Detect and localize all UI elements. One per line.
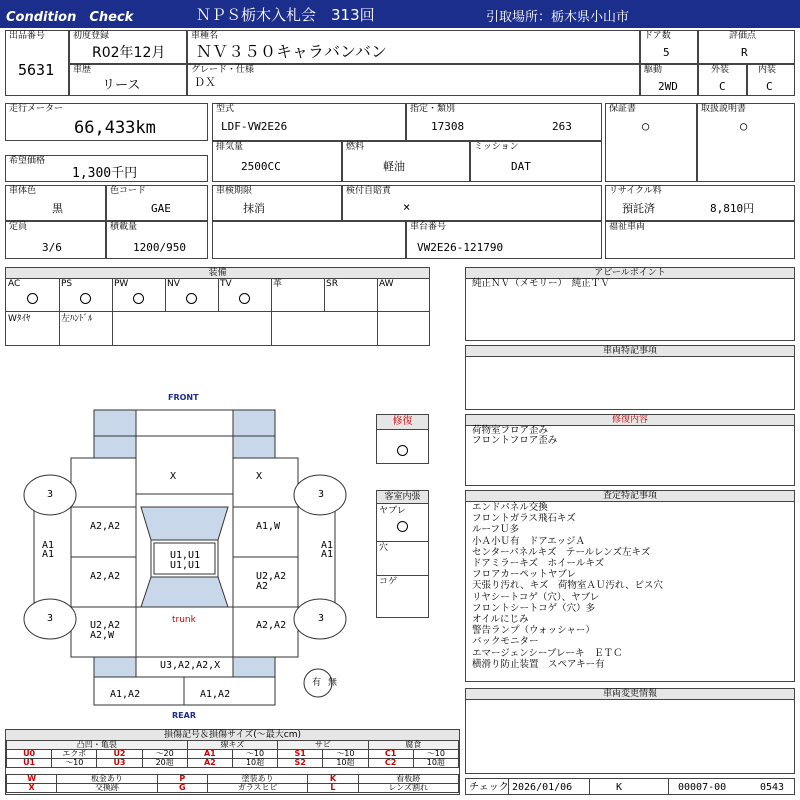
legend-cell: U1 [7,759,52,768]
cabin-hole-label: 穴 [379,543,389,553]
doors-label: ドア数 [644,31,671,41]
footer-bar [465,778,795,795]
inspection-label: 車検期限 [216,186,253,196]
equip-wtire-label: Wﾀｲﾔ [8,314,31,324]
inspection-note-line: 横滑り防止装置 スペアキー有 [472,658,605,670]
legend-cell: 看板跡 [358,775,458,784]
appeal-header: アピールポイント [466,268,794,279]
designation-label: 指定・類別 [410,104,456,114]
change-info-box [465,688,795,774]
color-code: GAE [151,202,171,215]
mark-mirror-right-2: A1 [321,549,334,560]
repair-box-circle [397,445,408,456]
grade: ＤＸ [194,76,216,89]
legend-cell: 10超 [413,759,458,768]
spare-tire-text: 無 [328,678,338,688]
warranty: ○ [642,119,650,133]
mark-hood-left: X [170,471,177,482]
equip-ps-label: PS [61,279,73,289]
checker: K [616,782,623,793]
car-name: ＮＶ３５０キャラバンバン [196,42,387,61]
chassis: VW2E26-121790 [417,241,504,254]
mark-hood-right: X [256,471,263,482]
inspection-note-line: 天張り汚れ、キズ 荷物室ＡＵ汚れ、ビス穴 [472,580,663,592]
tire-rear-right: 3 [318,613,325,624]
mark-bumper-right: A1,A2 [200,689,231,700]
appeal-text: 純正ＮＶ（メモリー） 純正ＴＶ [472,278,610,289]
mark-rear-left-1: U2,A2 [90,620,121,631]
fuel-cell [342,141,470,182]
interior-cell [747,64,795,96]
displacement-cell [212,141,342,182]
check-date: 2026/01/06 [512,782,573,793]
recycle-status: 預託済 [622,202,655,215]
inspection-note-line: リヤシートコゲ（穴）、ヤブレ [472,591,600,603]
footer-code: 00007-00 [678,782,727,793]
mark-door-right-2: A2 [256,581,269,592]
mark-bumper-left: A1,A2 [110,689,141,700]
inspection-note-line: センターパネルキズ テールレンズ左キズ [472,546,651,558]
special-notes-header: 車両特記事項 [466,346,794,357]
mark-back-door: U3,A2,A2,X [160,660,221,671]
spare-tire-mark: 有 [312,678,322,688]
equip-pw-circle [133,293,144,304]
inspection-notes-box [465,490,795,682]
legend-cell: 〜20 [142,750,187,759]
equipment-header: 装備 [6,268,429,279]
legend-cell: C1 [368,750,413,759]
equip-nv-circle [186,293,197,304]
tire-front-right: 3 [318,489,325,500]
legend-cell: 塗装あり [207,775,307,784]
legend-cell: A2 [187,759,232,768]
cabin-tear-label: ヤブレ [379,506,406,516]
recycle-fee: 8,810円 [710,202,755,215]
legend-group-3: 腐食 [368,741,459,750]
transmission: DAT [511,160,531,173]
exterior: C [719,80,726,93]
mileage-label: 走行メーター [9,104,64,114]
lot-number: 5631 [18,61,55,79]
history-cell [69,64,187,96]
equip-ps-circle [80,293,91,304]
inspection: 抹消 [243,202,265,215]
repair-content-box [465,414,795,486]
manual-cell [697,103,795,182]
legend-group-0: 凸凹・亀裂 [7,741,188,750]
mark-fender-left: A2,A2 [90,521,121,532]
fuel-label: 燃料 [346,142,365,152]
car-name-label: 車種名 [191,31,219,41]
doors: 5 [663,46,670,59]
drive: 2WD [658,80,678,93]
transmission-label: ミッション [474,142,519,152]
load-cell [106,221,208,259]
inspection-note-line: オイルにじみ [472,614,529,625]
legend-cell: L [308,784,358,793]
equip-lefthandle-label: 左ﾊﾝﾄﾞﾙ [61,314,93,324]
legend-cell: W [7,775,57,784]
appeal-box [465,267,795,341]
cabin-header: 客室内張 [377,491,428,504]
color-code-cell [106,185,208,221]
chassis-cell [406,221,602,259]
displacement: 2500CC [241,160,281,173]
warranty-label: 保証書 [609,104,637,114]
tire-rear-left: 3 [47,613,54,624]
first-reg: R02年12月 [92,45,166,61]
legend-cell: P [157,775,207,784]
repair-content-line: フロントフロア歪み [472,435,558,446]
exterior-label: 外装 [711,65,730,75]
front-label: FRONT [168,393,199,402]
load-label: 積載量 [110,222,138,232]
grade-cell [187,64,640,96]
welfare-label: 福祉車両 [609,222,646,232]
mark-roof-2: U1,U1 [170,560,201,571]
legend-header: 損傷記号＆損傷サイズ(〜最大cm) [6,730,459,741]
first-reg-cell [69,30,187,64]
cabin-box [376,490,429,618]
equip-pw-label: PW [114,279,129,289]
capacity: 3/6 [42,241,62,254]
inspection-note-line: フロントガラス飛石キズ [472,513,576,525]
legend-cell: 10超 [323,759,368,768]
legend-cell: ガラスヒビ [207,784,307,793]
tire-front-left: 3 [47,489,54,500]
legend-table-2 [6,774,459,793]
title-left: Condition Check [6,10,134,25]
title-bar [0,0,800,28]
warranty-cell [605,103,697,182]
legend-group-1: 線キズ [187,741,277,750]
designation: 17308 [431,120,465,133]
body-color-cell [5,185,106,221]
blank-cell [212,221,406,259]
body-color-label: 車体色 [9,186,37,196]
designation-cell [406,103,602,141]
grade-label: グレード・仕様 [191,65,255,75]
cabin-tear-circle [397,521,408,532]
repair-box [376,414,429,464]
check-label: チェック [469,782,509,793]
title-center: ＮＰＳ栃木入札会 313回 [196,6,375,24]
equip-tv-label: TV [220,279,232,289]
transmission-cell [470,141,602,182]
legend-table [6,740,459,768]
drive-label: 駆動 [644,65,663,75]
recycle-cell [605,185,795,221]
inspection-note-line: ルーフＵ多 [472,524,520,536]
model: LDF-VW2E26 [221,120,288,133]
interior-label: 内装 [758,65,777,75]
interior: C [766,80,773,93]
inspection-note-line: ドアミラーキズ ホイールキズ [472,558,605,569]
legend-cell: 〜10 [323,750,368,759]
inspection-note-line: フロアカーペットヤブレ [472,569,577,581]
mark-door-left: A2,A2 [90,571,121,582]
load: 1200/950 [133,241,186,254]
doors-cell [640,30,698,64]
inspection-note-line: 小Ａ小Ｕ有 ドアエッジＡ [472,535,586,547]
manual: ○ [740,119,748,133]
mark-mirror-left-2: A1 [42,549,55,560]
legend-box [5,729,460,795]
inspection-note-line: バックモニター [472,636,539,648]
legend-cell: X [7,784,57,793]
mark-door-right-1: U2,A2 [256,571,287,582]
legend-cell: U3 [97,759,142,768]
legend-cell: 10超 [232,759,277,768]
lot-number-cell [5,30,69,96]
legend-cell: G [157,784,207,793]
mark-mirror-right-1: A1 [321,540,334,551]
fuel: 軽油 [383,160,405,173]
model-cell [212,103,406,141]
equipment-box [5,267,430,346]
inspection-notes-header: 査定特記事項 [466,491,794,502]
rear-label: REAR [172,711,196,720]
repair-content-header: 修復内容 [466,415,794,426]
legend-cell: エクボ [52,750,97,759]
drive-cell [640,64,698,96]
legend-cell: U0 [7,750,52,759]
repair-box-header: 修復 [377,415,428,430]
footer-number: 0543 [760,782,785,793]
capacity-cell [5,221,106,259]
mileage-cell [5,103,208,141]
price-label: 希望価格 [9,156,46,166]
car-name-cell [187,30,640,64]
equip-ac-circle [27,293,38,304]
mark-roof-1: U1,U1 [170,550,201,561]
equip-tv-circle [239,293,250,304]
legend-cell: S2 [278,759,323,768]
legend-cell: 交換跡 [57,784,157,793]
inspection-note-line: フロントシートコゲ（穴）多 [472,602,596,614]
legend-group-2: サビ [278,741,368,750]
equip-nv-label: NV [167,279,180,289]
model-label: 型式 [216,104,235,114]
capacity-label: 定員 [9,222,28,232]
inspection-note-line: エンドパネル交換 [472,502,548,513]
color-code-label: 色コード [110,186,147,196]
legend-cell: S1 [278,750,323,759]
mileage: 66,433km [74,118,156,138]
inspection-note-line: 警告ランプ（ウォッシャー） [472,625,595,637]
score-label: 評価点 [729,31,757,41]
history: リース [102,78,141,93]
legend-cell: A1 [187,750,232,759]
mark-fender-right: A1,W [256,521,281,532]
displacement-label: 排気量 [216,142,244,152]
welfare-cell [605,221,795,259]
legend-cell: 〜10 [413,750,458,759]
legend-cell: C2 [368,759,413,768]
price-cell [5,155,208,182]
repair-content-line: 荷物室フロア歪み [472,425,549,436]
trunk-label: trunk [172,615,196,625]
price: 1,300千円 [72,166,138,181]
first-reg-label: 初度登録 [73,31,110,41]
change-info-header: 車両変更情報 [466,689,794,700]
inspection-cell [212,185,342,221]
lot-number-label: 出品番号 [9,31,46,41]
body-color: 黒 [52,202,63,215]
cabin-burn-label: コゲ [379,577,398,587]
inspection-note-line: エマージェンシーブレーキ ＥＴＣ [472,647,623,659]
title-right: 引取場所：栃木県小山市 [486,10,630,25]
equip-leather-label: 革 [273,279,283,289]
legend-cell: K [308,775,358,784]
legend-cell: 板金あり [57,775,157,784]
legend-cell: 〜10 [52,759,97,768]
score: R [741,46,748,59]
mark-rear-left-2: A2,W [90,630,115,641]
recycle-label: リサイクル料 [609,186,662,196]
equip-aw-label: AW [379,279,394,289]
liability-label: 検付自賠責 [346,186,392,196]
legend-cell: U2 [97,750,142,759]
liability-cell [342,185,602,221]
legend-cell: レンズ割れ [358,784,458,793]
manual-label: 取扱説明書 [701,104,747,114]
exterior-cell [698,64,747,96]
vehicle-diagram [0,388,370,720]
chassis-label: 車台番号 [410,222,447,232]
legend-cell: 〜10 [232,750,277,759]
mark-rear-right: A2,A2 [256,620,287,631]
special-notes-box [465,345,795,410]
equip-ac-label: AC [8,279,21,289]
legend-cell: 20超 [142,759,187,768]
equip-sr-label: SR [326,279,338,289]
mark-mirror-left-1: A1 [42,540,55,551]
category: 263 [552,120,572,133]
history-label: 車歴 [73,65,92,75]
liability: × [403,200,411,214]
score-cell [698,30,795,64]
